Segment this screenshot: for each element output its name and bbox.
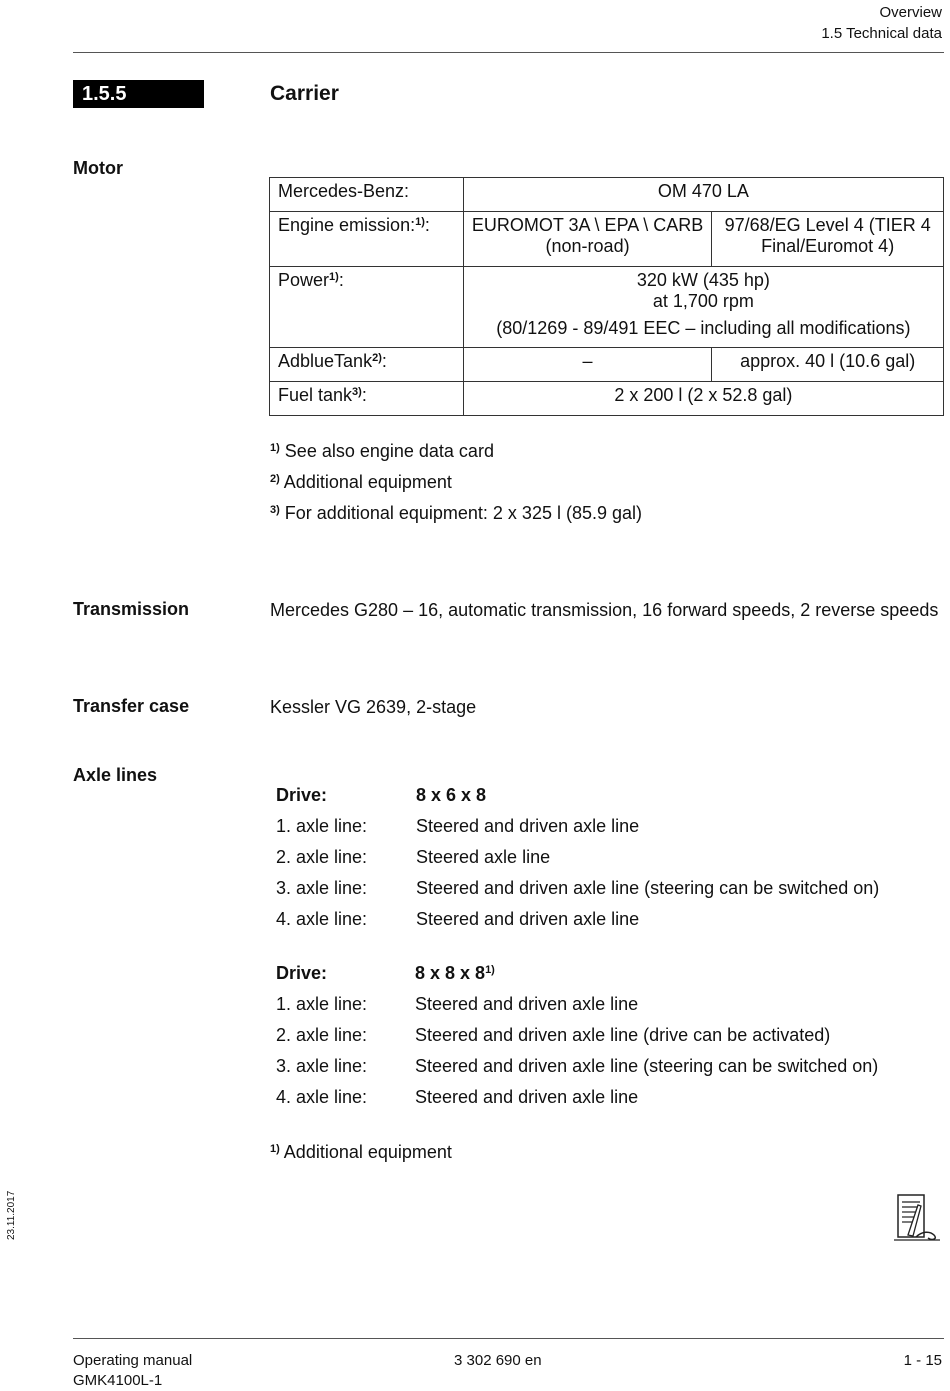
axle-line-key: 4. axle line:	[276, 909, 368, 929]
footer-model: GMK4100L-1	[73, 1372, 163, 1389]
power-value-2: at 1,700 rpm	[652, 291, 754, 311]
axle-lines-label: Axle lines	[73, 765, 158, 785]
axle-footnote	[270, 1142, 452, 1163]
footer-page-number: 1 - 15	[903, 1352, 942, 1369]
make-key: Mercedes-Benz:	[270, 178, 464, 212]
transfer-case-text: Kessler VG 2639, 2-stage	[270, 697, 477, 717]
drive-value: 8 x 6 x 8	[416, 785, 487, 805]
footnote-mark: 1)	[270, 1143, 280, 1155]
table-row	[270, 348, 944, 382]
footnote-mark: 2)	[270, 473, 280, 485]
drive-key: Drive:	[276, 963, 328, 983]
side-date: 23.11.2017	[6, 1190, 17, 1240]
motor-table	[269, 177, 944, 416]
footnote-mark: 3)	[270, 504, 280, 516]
axle-line-value: Steered and driven axle line (drive can be activated)	[415, 1025, 831, 1045]
axle-line-value: Steered axle line	[416, 847, 551, 867]
footnote-text: See also engine data card	[284, 441, 494, 461]
table-row	[270, 382, 944, 416]
power-key: Power	[278, 270, 330, 290]
footnote-mark: 2)	[372, 352, 382, 364]
section-title: Carrier	[270, 82, 339, 105]
adblue-value-a: –	[463, 348, 712, 382]
axle-line-key: 3. axle line:	[276, 878, 368, 898]
adblue-key-cell: AdblueTank$^{2)}$:	[270, 348, 464, 382]
axle-line-key: 1. axle line:	[276, 816, 368, 836]
transmission-label: Transmission	[73, 599, 190, 619]
axle-line-value: Steered and driven axle line (steering can be switched on)	[415, 1056, 879, 1076]
footer-doc-number: 3 302 690 en	[454, 1352, 542, 1369]
drive-key: Drive:	[276, 785, 328, 805]
header-line-2: 1.5 Technical data	[821, 25, 942, 42]
manual-book-icon	[894, 1193, 942, 1243]
axle-line-key: 1. axle line:	[276, 994, 368, 1014]
table-row	[270, 178, 944, 212]
emission-key: Engine emission:	[278, 215, 416, 235]
fuel-key-cell: Fuel tank$^{3)}$:	[270, 382, 464, 416]
footnote-text: Additional equipment	[283, 472, 452, 492]
footnote-text: Additional equipment	[283, 1142, 452, 1162]
emission-value-b: 97/68/EG Level 4 (TIER 4 Final/Euromot 4)	[712, 212, 944, 267]
axle-line-value: Steered and driven axle line (steering can be switched on)	[416, 878, 880, 898]
table-row	[270, 212, 944, 267]
transmission-text: Mercedes G280 – 16, automatic transmission, 16 forward speeds, 2 reverse speeds	[270, 600, 939, 620]
axle-drive-1	[276, 785, 944, 935]
table-row	[270, 267, 944, 348]
axle-line-value: Steered and driven axle line	[416, 909, 640, 929]
axle-line-value: Steered and driven axle line	[416, 816, 640, 836]
running-header	[821, 2, 942, 44]
fuel-key: Fuel tank	[278, 385, 353, 405]
power-value-3: (80/1269 - 89/491 EEC – including all modifications)	[496, 318, 911, 338]
motor-footnote-3	[270, 503, 642, 524]
axle-line-key: 4. axle line:	[276, 1087, 368, 1107]
axle-line-key: 2. axle line:	[276, 1025, 368, 1045]
drive-value: 8 x 8 x 8	[415, 963, 486, 983]
footnote-text: For additional equipment: 2 x 325 l (85.9 gal)	[284, 503, 643, 523]
adblue-value-b: approx. 40 l (10.6 gal)	[712, 348, 944, 382]
footer-rule	[73, 1338, 944, 1339]
fuel-value: 2 x 200 l (2 x 52.8 gal)	[463, 382, 943, 416]
power-key-cell: Power$^{1)}$:	[270, 267, 464, 348]
footnote-mark: 1)	[415, 216, 425, 228]
section-number: 1.5.5	[73, 80, 204, 108]
motor-footnote-1	[270, 441, 494, 462]
power-value-1: 320 kW (435 hp)	[636, 270, 770, 290]
transfer-case-label: Transfer case	[73, 696, 190, 716]
make-value: OM 470 LA	[463, 178, 943, 212]
axle-line-value: Steered and driven axle line	[415, 994, 639, 1014]
footnote-mark: 1)	[270, 442, 280, 454]
footer-manual-label: Operating manual	[73, 1352, 193, 1369]
motor-label: Motor	[73, 158, 123, 178]
footnote-mark: 1)	[329, 271, 339, 283]
footer-left	[73, 1351, 192, 1391]
motor-footnote-2	[270, 472, 452, 493]
axle-line-value: Steered and driven axle line	[415, 1087, 639, 1107]
emission-key-cell: Engine emission:$^{1)}$:	[270, 212, 464, 267]
footnote-mark: 1)	[485, 964, 495, 976]
axle-drive-2	[276, 963, 944, 1113]
axle-line-key: 2. axle line:	[276, 847, 368, 867]
header-line-1: Overview	[879, 4, 942, 21]
footnote-mark: 3)	[352, 386, 362, 398]
adblue-key: AdblueTank	[278, 351, 373, 371]
power-value-cell	[463, 267, 943, 348]
axle-line-key: 3. axle line:	[276, 1056, 368, 1076]
emission-value-a: EUROMOT 3A \ EPA \ CARB (non-road)	[463, 212, 712, 267]
header-rule	[73, 52, 944, 53]
